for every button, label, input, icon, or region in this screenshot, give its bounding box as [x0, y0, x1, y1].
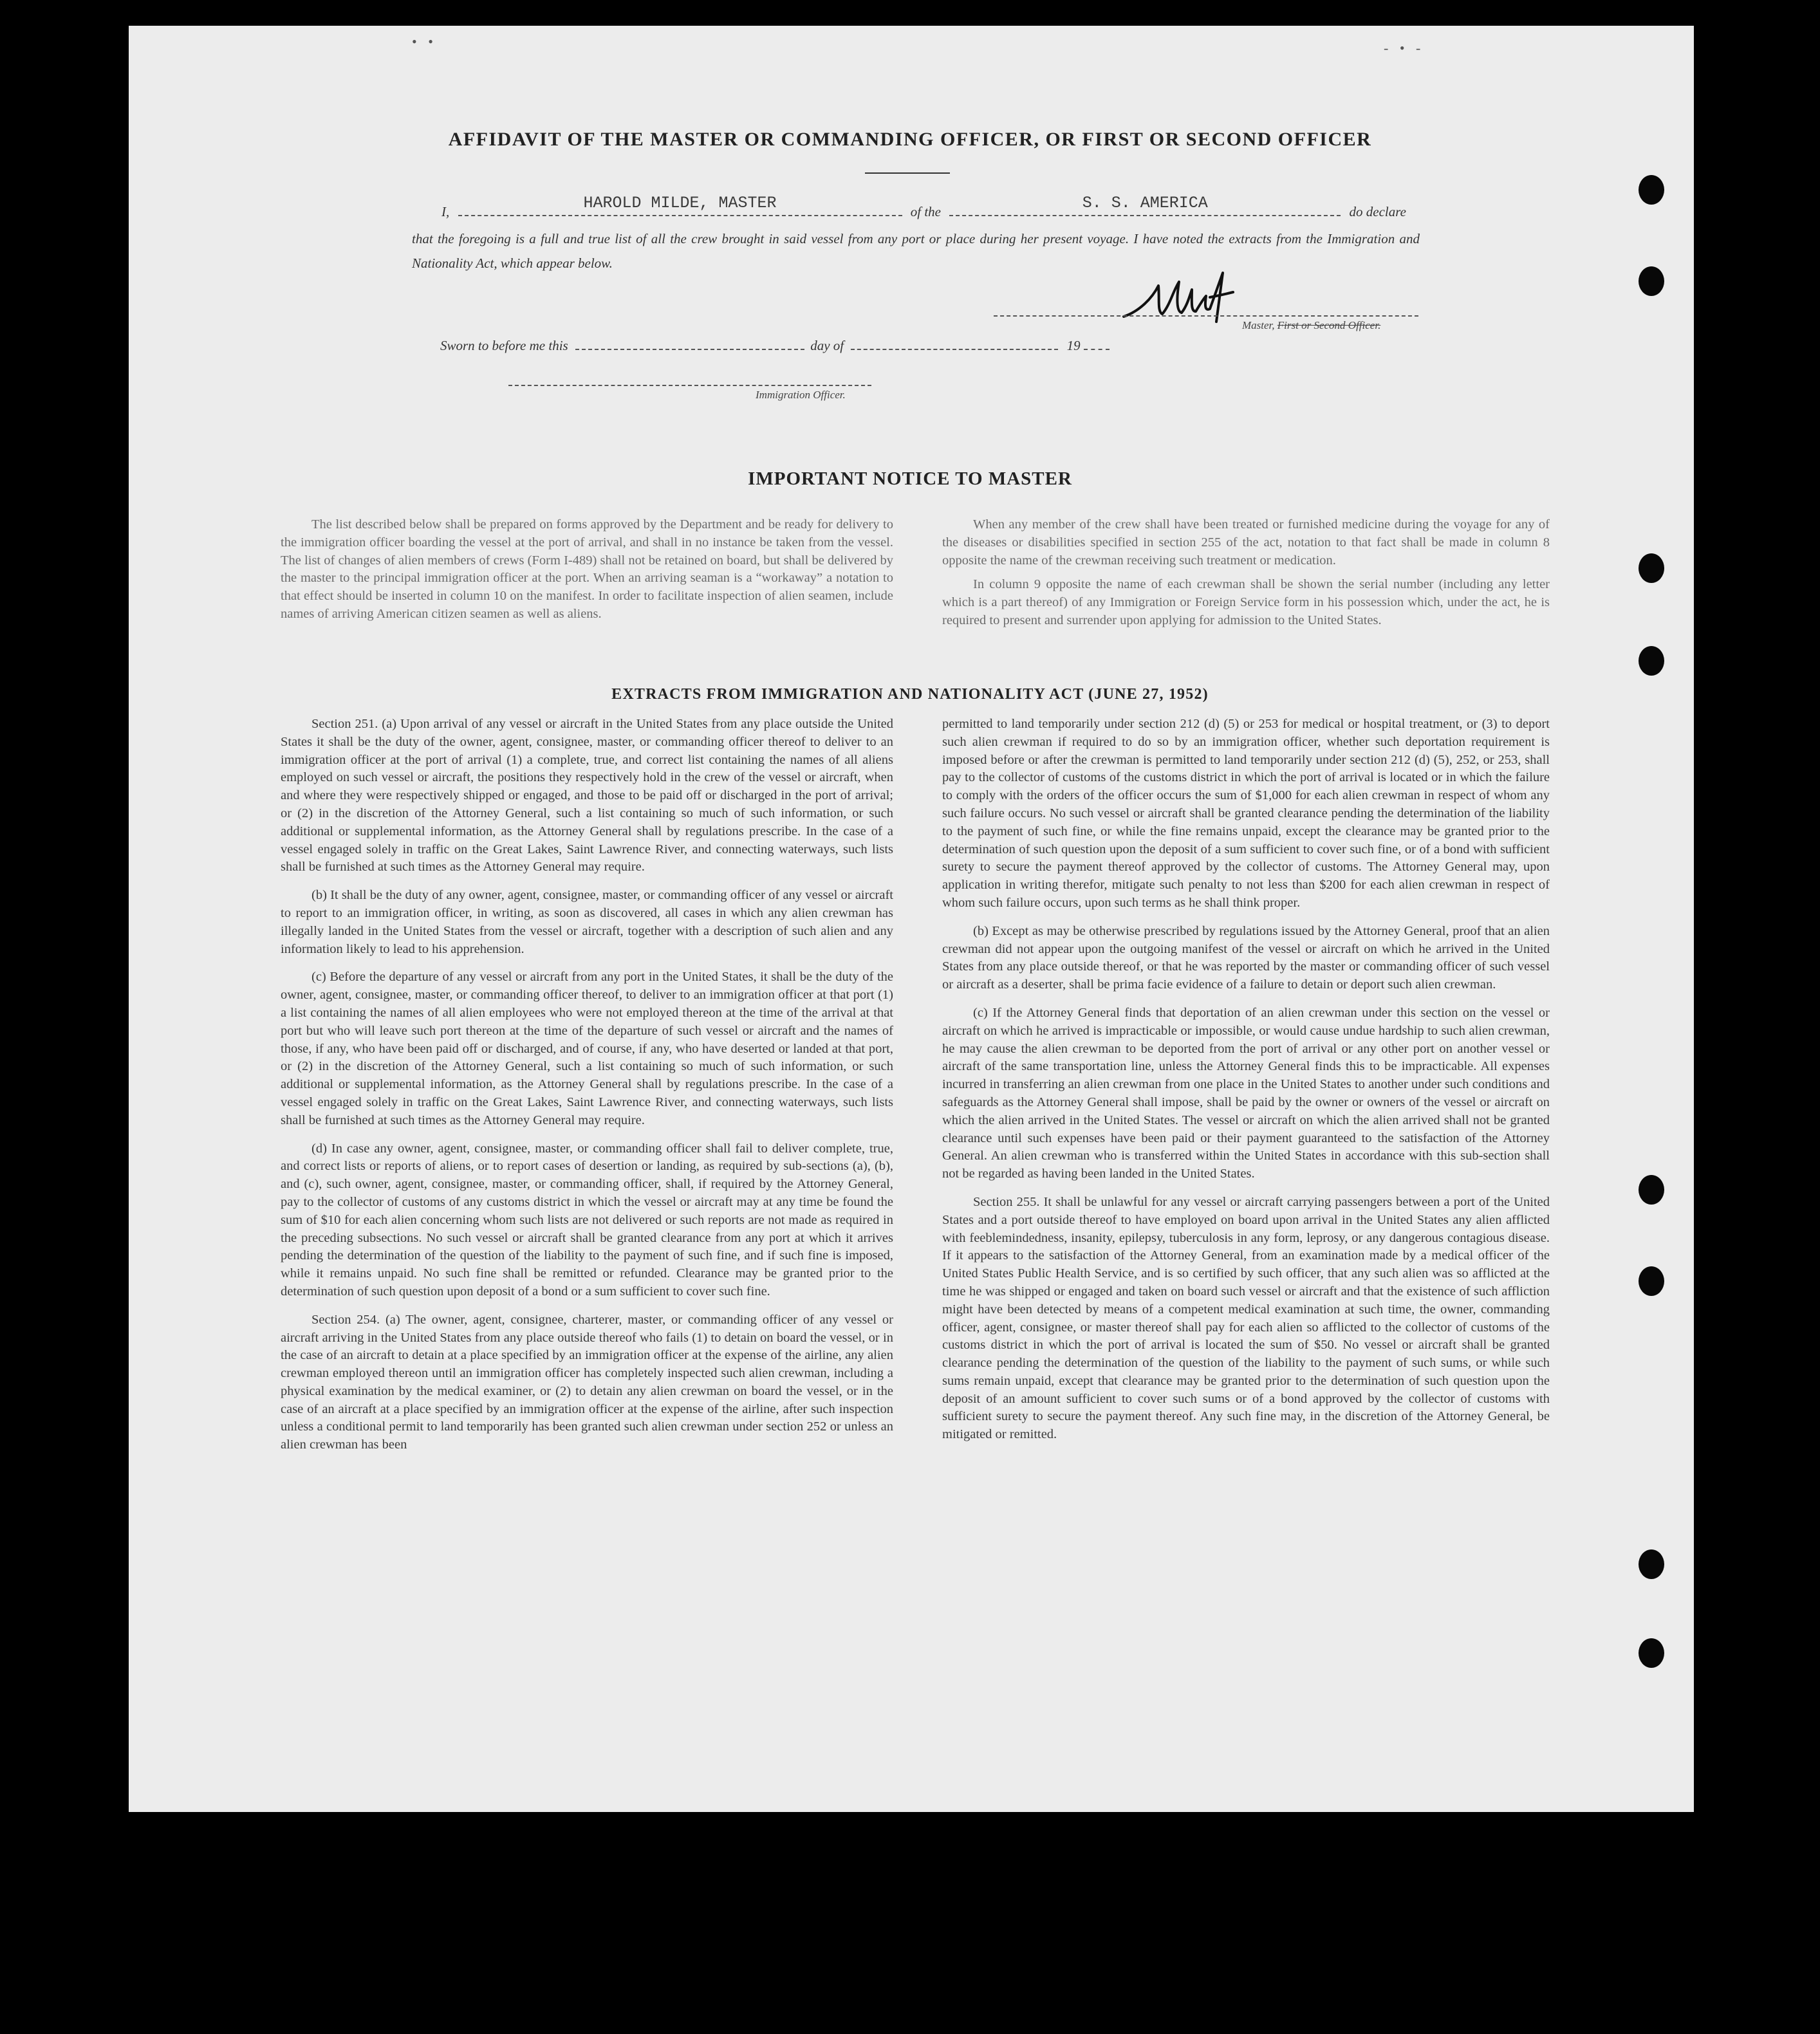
notice-left-column [281, 516, 893, 630]
notice-right-paragraph-1: When any member of the crew shall have been treated or furnished medicine during the voyage for any of the diseases or disabilities specified in section 255 of the act, notation to that fact shall be made in column 8 opposite the name of the crewman receiving such treatment or medication. [942, 517, 1550, 568]
prefix-i: I, [441, 204, 450, 219]
year-prefix: 19 [1066, 338, 1081, 353]
extract-paragraph: Section 255. It shall be unlawful for any vessel or aircraft carrying passengers between a port of the United States and a port outside thereof to have employed on board upon arrival in the United States any alien afflicted with feeblemindedness, insanity, epilepsy, tuberculosis in any form, leprosy, or any dangerous contagious disease. If it appears to the satisfaction of the Attorney General, from an examination made by a medical officer of the United States Public Health Service, and is so certified by such officer, that any such alien was so afflicted at the time he was shipped or engaged and taken on board such vessel or aircraft and that the existence of such affliction might have been detected by means of a competent medical examination at such time, the owner, commanding officer, agent, consignee, or master thereof shall pay for each alien so afflicted to the collector of customs of the customs district in which the port of arrival is located the sum of $50. No vessel or aircraft shall be granted clearance pending the determination of the question of the liability to the payment of such sums, or while such sums remain unpaid, except that clearance may be granted prior to the determination of such question upon the deposit of an amount sufficient to cover such sums or of a bond approved by the collector of customs with sufficient surety to secure the payment thereof. Any such fine may, in the discretion of the Attorney General, be mitigated or remitted. [942, 1194, 1550, 1442]
binder-hole-8 [1639, 1638, 1664, 1668]
officer-caption: Immigration Officer. [756, 389, 846, 401]
immigration-officer-line [508, 385, 871, 386]
master-signature-line [994, 315, 1418, 317]
extract-paragraph: Section 254. (a) The owner, agent, consignee, charterer, master, or commanding officer of any vessel or aircraft arriving in the United States from any place outside thereof who fails (1) to detain on board the vessel, or in the case of an aircraft to detain at a place specified by an immigration officer at the expense of the airline, any alien crewman employed thereon until an immigration officer has completely inspected such alien crewman, including a physical examination by the medical examiner, or (2) to detain any alien crewman on board the vessel, or in the case of an aircraft at a place specified by an immigration officer at the expense of the airline, after such inspection unless a conditional permit to land temporarily has been granted such alien crewman under section 252 or unless an alien crewman has been [281, 1312, 893, 1452]
notice-right-paragraph-2: In column 9 opposite the name of each crewman shall be shown the serial number (including any letter which is a part thereof) of any Immigration or Foreign Service form in his possession which, under the act, he is required to present and surrender upon applying for admission to the United States. [942, 577, 1550, 627]
sworn-prefix: Sworn to before me this [440, 338, 568, 353]
signer-caption-master: Master, [1242, 319, 1275, 331]
of-the-label: of the [910, 204, 941, 219]
extract-paragraph: (b) It shall be the duty of any owner, agent, consignee, master, or commanding officer of any vessel or aircraft to report to an immigration officer, in writing, as soon as discovered, all cases in which any alien crewman has illegally landed in the United States from the vessel or aircraft, together with a description of such alien and any information likely to lead to his apprehension. [281, 888, 893, 956]
extract-paragraph: (d) In case any owner, agent, consignee, master, or commanding officer shall fail to deliver complete, true, and correct lists or reports of aliens, or to report cases of desertion or landing, as required by sub-sections (a), (b), and (c), such owner, agent, consignee, master, or commanding officer, shall, if required by the Attorney General, pay to the collector of customs of any customs district in which the vessel or aircraft may at any time be found the sum of $10 for each alien concerning whom such lists are not delivered or such reports are not made as required in the preceding subsections. No such vessel or aircraft shall be granted clearance from any port at which it arrives pending the determination of the question of the liability to the payment of such fine, and if such fine is imposed, while it remains unpaid. No such fine shall be remitted or refunded. Clearance may be granted prior to the determination of such question upon deposit of a bond or a sum sufficient to cover such fine. [281, 1141, 893, 1299]
extract-paragraph: (b) Except as may be otherwise prescribed by regulations issued by the Attorney General, proof that an alien crewman did not appear upon the outgoing manifest of the vessel or aircraft on which he arrived in the United States from any place outside thereof, or that he was reported by the master or commanding officer of such vessel or aircraft as a deserter, shall be prima facie evidence of a failure to detain or deport such alien crewman. [942, 923, 1550, 992]
sworn-month-field[interactable] [851, 337, 1058, 350]
name-field[interactable] [458, 194, 902, 216]
binder-hole-3 [1639, 553, 1664, 583]
do-declare-label: do declare [1349, 204, 1406, 219]
extract-paragraph: (c) Before the departure of any vessel or aircraft from any port in the United States, it shall be the duty of the owner, agent, consignee, master, or commanding officer thereof, to deliver to an immigration officer at that port (1) a list containing the names of all alien employees who were not employed thereon at the time of the arrival at that port but who will leave such port thereon at the time of the departure of such vessel or aircraft and the names of those, if any, who have been paid off or discharged, and of course, if any, who have deserted or landed at that port, or (2) in the discretion of the Attorney General, such a list containing so much of such information, or such additional or supplemental information, as the Attorney General shall by regulations prescribe. In the case of a vessel engaged solely in traffic on the Great Lakes, Saint Lawrence River, and connecting waterways, such lists shall be furnished at such times as the Attorney General may require. [281, 970, 893, 1127]
extract-paragraph: Section 251. (a) Upon arrival of any vessel or aircraft in the United States from any place outside the United States it shall be the duty of the owner, agent, consignee, master, or commanding officer thereof to deliver to an immigration officer at the port of arrival (1) a complete, true, and correct list containing the names of all aliens employed on such vessel or aircraft, the positions they respectively hold in the crew of the vessel or aircraft, when and where they were respectively shipped or engaged, and those to be paid off or discharged in the port of arrival; or (2) in the discretion of the Attorney General, such a list containing so much of such information, or such additional or supplemental information, as the Attorney General shall by regulations prescribe. In the case of a vessel engaged solely in traffic on the Great Lakes, Saint Lawrence River, and connecting waterways, such lists shall be furnished at such times as the Attorney General may require. [281, 717, 893, 874]
extracts-left-column [281, 716, 893, 1465]
sworn-line [440, 337, 1110, 354]
sworn-day-field[interactable] [575, 337, 804, 350]
sworn-year-field[interactable] [1084, 337, 1110, 350]
extract-paragraph: permitted to land temporarily under section 212 (d) (5) or 253 for medical or hospital treatment, or (3) to deport such alien crewman if required to do so by an immigration officer, whether such deportation requirement is imposed before or after the crewman is permitted to land temporarily under section 212 (d) (5), 252, or 253, shall pay to the collector of customs of the customs district in which the port of arrival is located or in which the failure to comply with the orders of the officer occurs the sum of $1,000 for each alien crewman in respect of whom any such failure occurs. No such vessel or aircraft shall be granted clearance pending the determination of the liability to the payment of such fine, or while the fine remains unpaid, except the clearance may be granted prior to the determination of such question upon the deposit of a sum sufficient to cover such fine, or of a bond with sufficient surety to secure the payment thereof approved by the collector of customs. The Attorney General may, upon application in writing therefor, mitigate such penalty to not less than $200 for each alien crewman in respect of whom such failure occurs, upon such terms as he shall think proper. [942, 717, 1550, 910]
signer-caption [1242, 319, 1380, 332]
vessel-value: S. S. AMERICA [1082, 194, 1208, 212]
binder-hole-1 [1639, 175, 1664, 205]
binder-hole-6 [1639, 1266, 1664, 1296]
master-signature [1120, 260, 1242, 329]
declaration-line [441, 194, 1406, 220]
notice-left-paragraph: The list described below shall be prepared on forms approved by the Department and be ready for delivery to the immigration officer boarding the vessel at the port of arrival, and shall in no instance be taken from the vessel. The list of changes of alien members of crews (Form I-489) shall not be retained on board, but shall be delivered by the master to the principal immigration officer at the port. When an arriving seaman is a “workaway” a notation to that effect should be inserted in column 10 on the manifest. In order to facilitate inspection of alien seamen, include names of arriving American citizen seamen as well as aliens. [281, 517, 893, 621]
signer-caption-struck: First or Second Officer. [1277, 319, 1381, 331]
title-rule [865, 172, 950, 174]
extract-paragraph: (c) If the Attorney General finds that deportation of an alien crewman under this section on the vessel or aircraft on which he arrived is impracticable or impossible, or would cause undue hardship to such alien crewman, he may cause the alien crewman to be deported from the port of arrival or any other port on another vessel or aircraft of the same transportation line, unless the Attorney General finds this to be impracticable. All expenses incurred in transferring an alien crewman from one place in the United States to another under such conditions and safeguards as the Attorney General shall impose, shall be paid by the owner or owners of the vessel or aircraft on which the alien arrived in the United States. The vessel or aircraft on which the alien arrived shall not be granted clearance until such expenses have been paid or their payment guaranteed to the satisfaction of the Attorney General. An alien crewman who is transferred within the United States in accordance with this sub-section shall not be regarded as having been landed in the United States. [942, 1005, 1550, 1181]
notice-title: IMPORTANT NOTICE TO MASTER [748, 468, 1072, 489]
affidavit-statement: that the foregoing is a full and true list of all the crew brought in said vessel from any port or place during her present voyage. I have noted the extracts from the Immigration and Nationality Act, which appear below. [412, 231, 1420, 271]
scan-specks-right: - • - [1384, 40, 1425, 56]
extracts-title: EXTRACTS FROM IMMIGRATION AND NATIONALITY ACT (JUNE 27, 1952) [611, 686, 1209, 703]
affidavit-title: AFFIDAVIT OF THE MASTER OR COMMANDING OFFICER, OR FIRST OR SECOND OFFICER [448, 129, 1372, 150]
scan-specks-left: • • [412, 33, 437, 50]
binder-hole-2 [1639, 266, 1664, 296]
name-value: HAROLD MILDE, MASTER [583, 194, 777, 212]
notice-right-column [942, 516, 1550, 636]
binder-hole-7 [1639, 1549, 1664, 1579]
vessel-field[interactable] [949, 194, 1341, 216]
binder-hole-4 [1639, 646, 1664, 676]
day-of-label: day of [810, 338, 844, 353]
extracts-right-column [942, 716, 1550, 1454]
binder-hole-5 [1639, 1175, 1664, 1205]
